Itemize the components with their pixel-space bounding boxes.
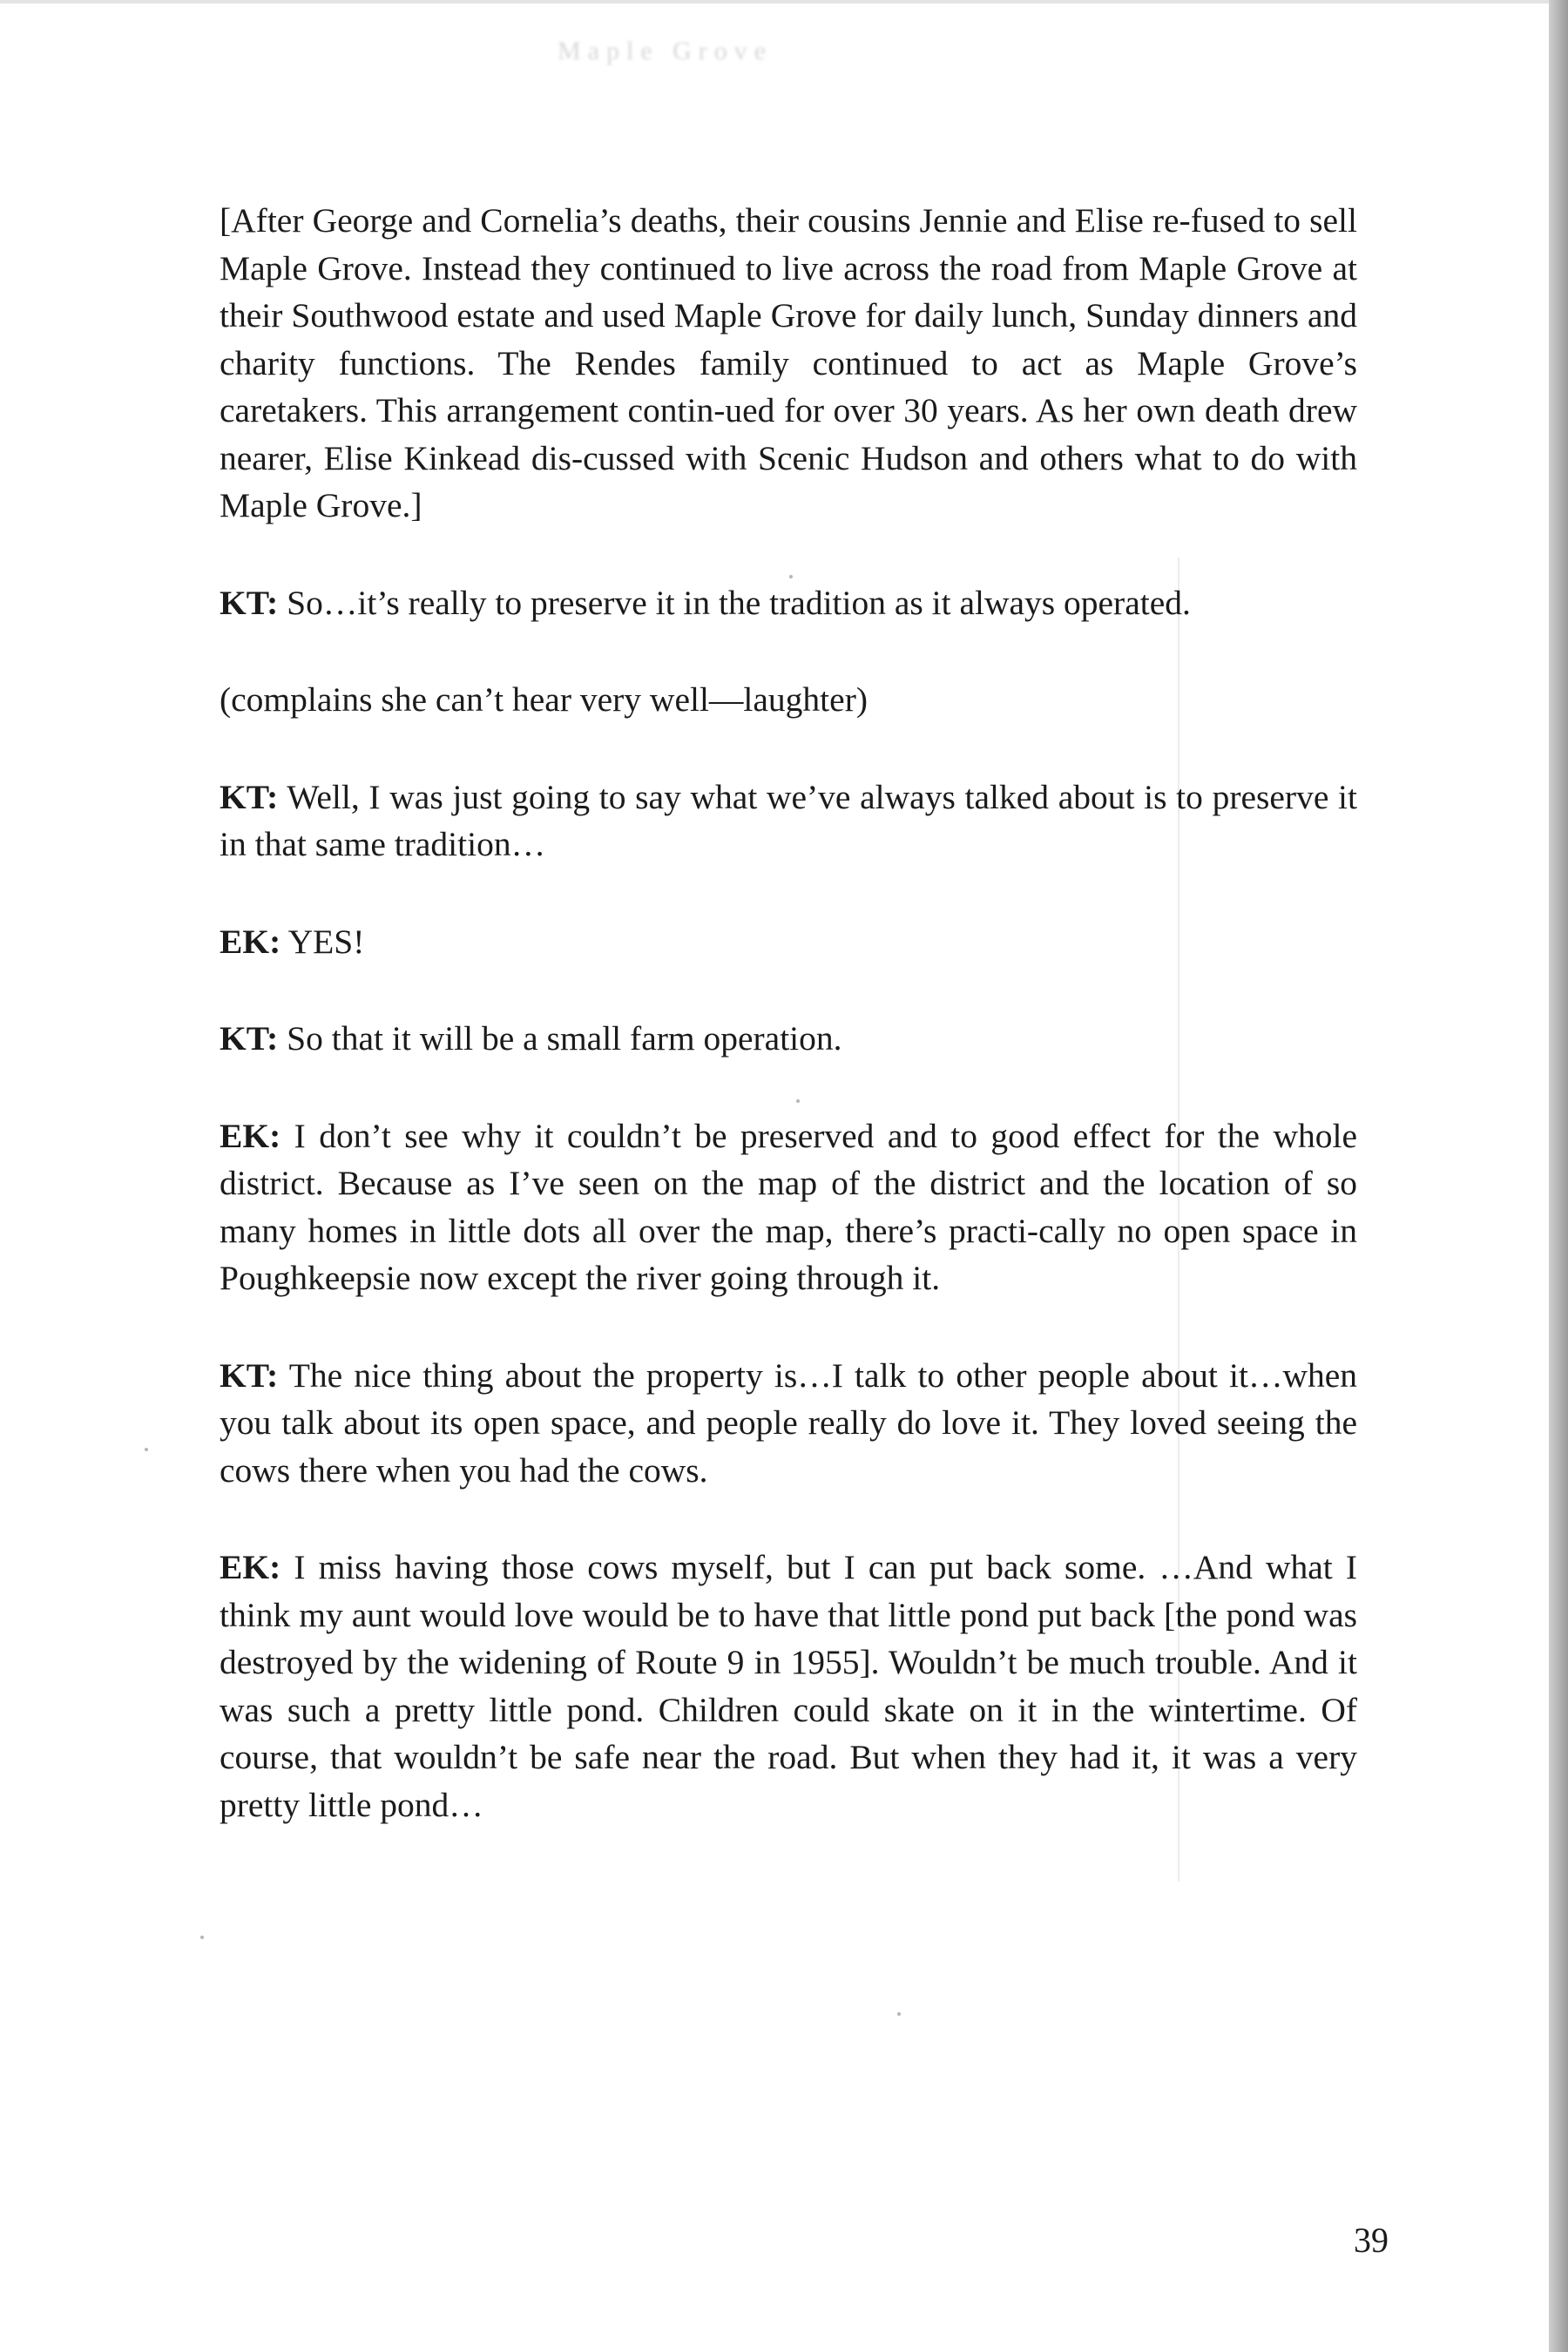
dialogue-text: I don’t see why it couldn’t be preserved and to good effect for the whole district. Because as I’ve seen on the map of the district and the location of so many homes in little dots all over the map, there’s practi-cally no open space in Poughkeepsie now except the river going through it.: [220, 1116, 1357, 1297]
dialogue-text: Well, I was just going to say what we’ve always talked about is to preserve it in that same tradition…: [220, 777, 1357, 863]
dialogue-text: So that it will be a small farm operation.: [287, 1019, 842, 1058]
dialogue-paragraph: [220, 1112, 1357, 1302]
speaker-label: KT:: [220, 1019, 279, 1058]
speaker-label: KT:: [220, 583, 279, 622]
narrative-paragraph: [220, 197, 1357, 530]
page-body: [220, 197, 1357, 1878]
scan-speck: [145, 1448, 148, 1451]
scan-right-edge: [1549, 0, 1568, 2352]
stage-direction: [220, 676, 1357, 724]
dialogue-paragraph: [220, 918, 1357, 966]
dialogue-text: I miss having those cows myself, but I can put back some. …And what I think my aunt would love would be to have that little pond put back [the pond was destroyed by the widening of Route 9 in 1955]. Wouldn’t be much trouble. And it was such a pretty little pond. Children could skate on it in the wintertime. Of course, that wouldn’t be safe near the road. But when they had it, it was a very pretty little pond…: [220, 1548, 1357, 1824]
speaker-label: EK:: [220, 1116, 281, 1155]
speaker-label: KT:: [220, 1355, 279, 1395]
scan-top-edge: [0, 0, 1568, 3]
page-number: 39: [1354, 2220, 1389, 2260]
dialogue-paragraph: [220, 1544, 1357, 1828]
stage-direction-text: (complains she can’t hear very well—laughter): [220, 680, 868, 719]
speaker-label: EK:: [220, 1548, 281, 1586]
dialogue-text: The nice thing about the property is…I talk to other people about it…when you talk about its open space, and people really do love it. They loved seeing the cows there when you had the cows.: [220, 1355, 1358, 1490]
dialogue-text: So…it’s really to preserve it in the tradition as it always operated.: [287, 583, 1191, 622]
dialogue-paragraph: [220, 774, 1357, 868]
scan-speck: [200, 1936, 204, 1939]
dialogue-paragraph: [220, 1352, 1357, 1495]
speaker-label: KT:: [220, 777, 279, 816]
bleed-through-text: Maple Grove: [558, 37, 774, 65]
speaker-label: EK:: [220, 922, 281, 961]
dialogue-paragraph: [220, 1015, 1357, 1063]
paragraph-text: [After George and Cornelia’s deaths, their cousins Jennie and Elise re-fused to sell Maple Grove. Instead they continued to live across the road from Maple Grove at their Southwood estate and used Maple Grove for daily lunch, Sunday dinners and charity functions. The Rendes family continued to act as Maple Grove’s caretakers. This arrangement contin-ued for over 30 years. As her own death drew nearer, Elise Kinkead dis-cussed with Scenic Hudson and others what to do with Maple Grove.]: [220, 201, 1357, 524]
scan-speck: [897, 2012, 901, 2016]
dialogue-text: YES!: [287, 922, 365, 961]
dialogue-paragraph: [220, 579, 1357, 627]
